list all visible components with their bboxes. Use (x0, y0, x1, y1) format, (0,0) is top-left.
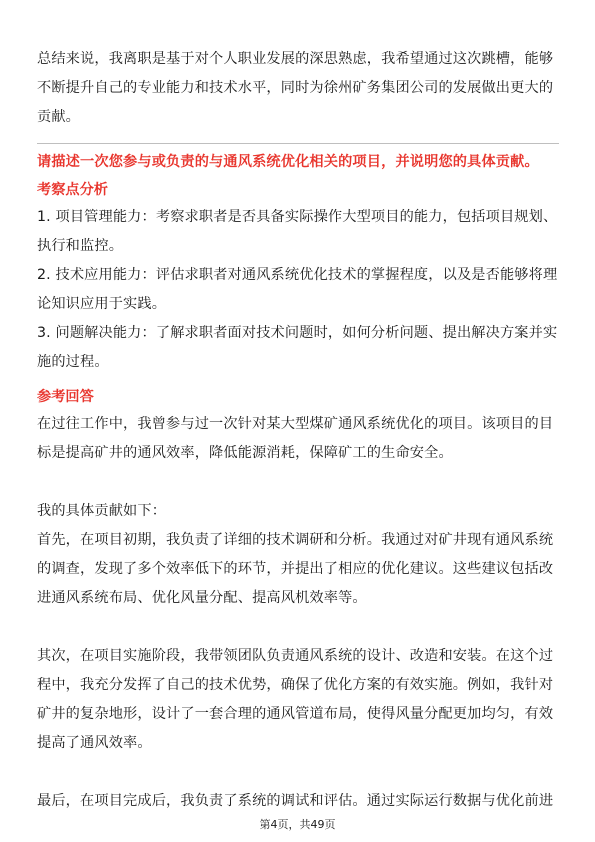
answer-paragraph: 最后，在项目完成后，我负责了系统的调试和评估。通过实际运行数据与优化前进 (37, 793, 554, 809)
answer-paragraph: 在过往工作中，我曾参与过一次针对某大型煤矿通风系统优化的项目。该项目的目标是提高矿井的通风效率，降低能源消耗，保障矿工的生命安全。 (37, 416, 554, 461)
section-divider (37, 143, 559, 144)
question-title: 请描述一次您参与或负责的与通风系统优化相关的项目，并说明您的具体贡献。 (37, 154, 539, 170)
page-content (37, 45, 559, 816)
analysis-point: 3. 问题解决能力：了解求职者面对技术问题时，如何分析问题、提出解决方案并实施的过程。 (37, 325, 558, 370)
analysis-heading: 考察点分析 (37, 182, 108, 198)
paragraph-gap (37, 758, 559, 787)
answer-paragraph: 我的具体贡献如下： (37, 503, 167, 519)
answer-paragraph: 首先，在项目初期，我负责了详细的技术调研和分析。我通过对矿井现有通风系统的调查，发现了多个效率低下的环节，并提出了相应的优化建议。这些建议包括改进通风系统布局、优化风量分配、提高风机效率等。 (37, 532, 554, 606)
answer-paragraph: 其次，在项目实施阶段，我带领团队负责通风系统的设计、改造和安装。在这个过程中，我充分发挥了自己的技术优势，确保了优化方案的有效实施。例如，我针对矿井的复杂地形，设计了一套合理的通风管道布局，使得风量分配更加均匀，有效提高了通风效率。 (37, 648, 554, 751)
intro-paragraph: 总结来说，我离职是基于对个人职业发展的深思熟虑，我希望通过这次跳槽，能够不断提升自己的专业能力和技术水平，同时为徐州矿务集团公司的发展做出更大的贡献。 (37, 51, 554, 125)
analysis-point: 2. 技术应用能力：评估求职者对通风系统优化技术的掌握程度，以及是否能够将理论知识应用于实践。 (37, 267, 558, 312)
answer-heading: 参考回答 (37, 389, 94, 405)
analysis-point: 1. 项目管理能力：考察求职者是否具备实际操作大型项目的能力，包括项目规划、执行和监控。 (37, 209, 558, 254)
page-number-footer: 第4页，共49页 (259, 818, 336, 831)
paragraph-gap (37, 613, 559, 642)
paragraph-gap (37, 468, 559, 497)
